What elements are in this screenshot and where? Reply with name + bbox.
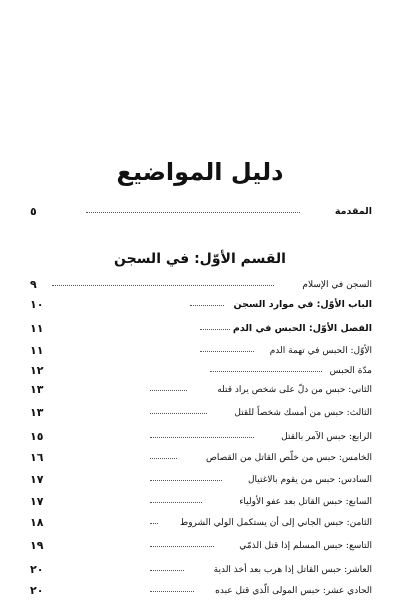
toc-entry-label: مدّة الحبس [329,366,372,376]
toc-page-number: ١٠ [30,298,44,311]
toc-row [30,514,372,532]
dot-leader [150,437,254,438]
toc-row [30,276,372,294]
dot-leader [52,285,274,286]
toc-row [30,561,372,579]
toc-row [30,449,372,467]
toc-row [30,582,372,600]
dot-leader [150,591,194,592]
toc-page-number: ٩ [30,278,37,291]
toc-page-number: ١٩ [30,539,44,552]
toc-entry-label: الثامن: حبس الجاني إلى أن يستكمل الولي الشروط [179,518,372,528]
toc-row [30,404,372,422]
toc-page-number: ١١ [30,344,44,357]
dot-leader [150,480,222,481]
dot-leader [150,523,158,524]
dot-leader [150,413,207,414]
toc-page-number: ٢٠ [30,584,44,597]
toc-entry-label: العاشر: حبس القاتل إذا هرب بعد أخذ الدية [213,565,372,575]
dot-leader [150,570,184,571]
toc-page-number: ١٧ [30,495,44,508]
toc-entry-label: الأوّل: الحبس في تهمة الدم [269,346,372,356]
dot-leader [150,546,214,547]
dot-leader [150,390,187,391]
toc-row [30,493,372,511]
dot-leader [150,458,177,459]
toc-row [30,320,372,338]
toc-page-number: ١١ [30,322,44,335]
toc-row-intro [30,203,372,221]
dot-leader [86,212,300,213]
toc-page-number: ١٣ [30,406,44,419]
toc-entry-label: الحادي عشر: حبس المولى الّذي قتل عبده [215,586,372,596]
toc-page-number: ٥ [30,205,37,218]
toc-page-number: ١٥ [30,430,44,443]
toc-page-number: ١٧ [30,473,44,486]
toc-row [30,471,372,489]
toc-row [30,296,372,314]
toc-page-number: ١٨ [30,516,44,529]
toc-row [30,381,372,399]
page-title: دليل المواضيع [116,158,284,186]
dot-leader [210,371,322,372]
toc-entry-label: الرابع: حبس الآمر بالقتل [281,432,372,442]
toc-entry-label: التاسع: حبس المسلم إذا قتل الذمّي [239,541,372,551]
toc-entry-label: الفصل الأوّل: الحبس في الدم [232,323,372,334]
toc-page-number: ٢٠ [30,563,44,576]
dot-leader [200,329,230,330]
section-title: القسم الأوّل: في السجن [114,251,286,267]
toc-entry-label: السابع: حبس القاتل بعد عفو الأولياء [239,497,372,507]
toc-row [30,362,372,380]
toc-entry-label: الثالث: حبس من أمسك شخصاً للقتل [234,408,372,418]
toc-page-number: ١٦ [30,451,44,464]
toc-entry-label: السجن في الإسلام [302,280,372,290]
toc-entry-label: المقدمة [334,206,372,217]
toc-entry-label: الثاني: حبس من دلّ على شخص يراد قتله [217,385,372,395]
toc-entry-label: السادس: حبس من يقوم بالاغتيال [248,475,372,485]
dot-leader [200,351,254,352]
toc-row [30,537,372,555]
toc-entry-label: الخامس: حبس من خلّص القاتل من القصاص [205,453,372,463]
toc-entry-label: الباب الأوّل: في موارد السجن [233,299,372,310]
toc-page-number: ١٣ [30,383,44,396]
dot-leader [190,305,224,306]
toc-page-number: ١٢ [30,364,44,377]
toc-row [30,428,372,446]
dot-leader [150,502,202,503]
toc-row [30,342,372,360]
